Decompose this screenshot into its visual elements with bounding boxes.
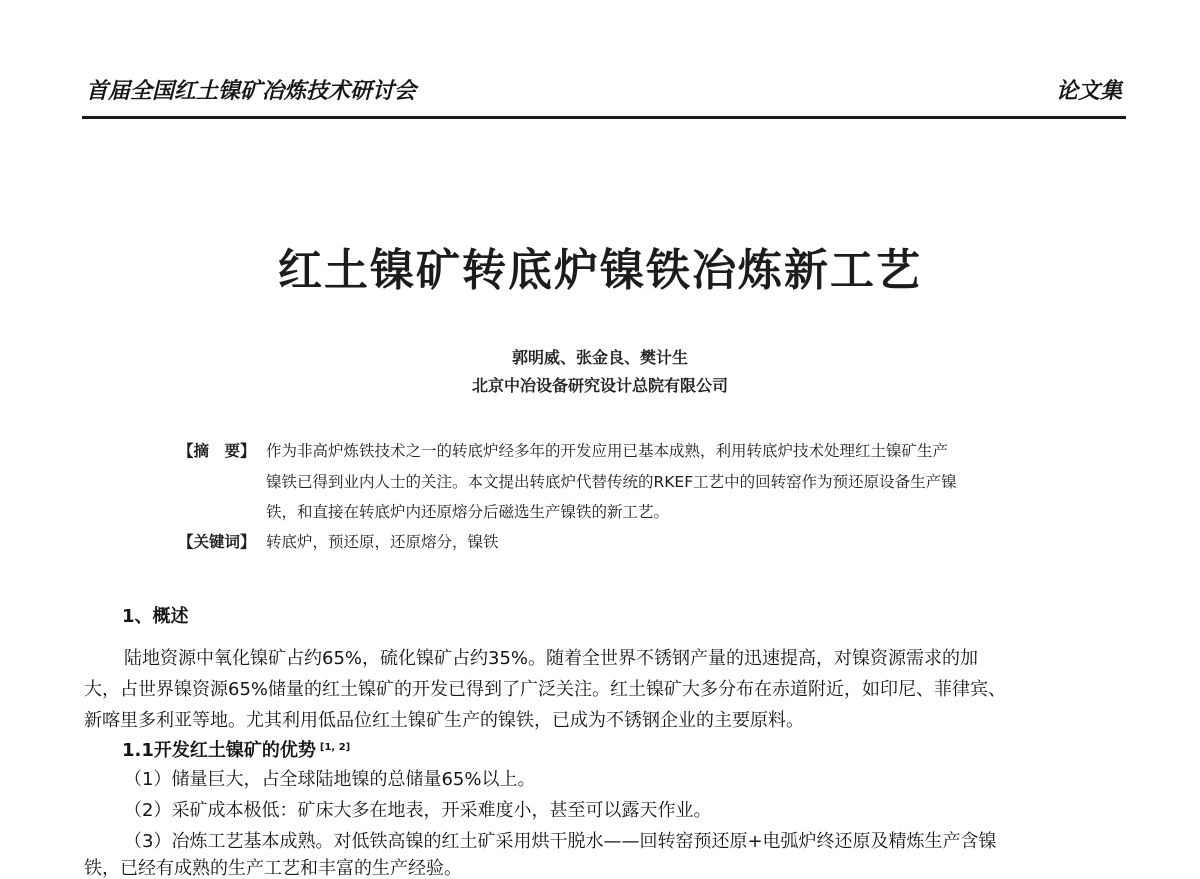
list-item: （2）采矿成本极低：矿床大多在地表，开采难度小，甚至可以露天作业。 xyxy=(124,800,712,821)
authors: 郭明威、张金良、樊计生 xyxy=(511,348,688,367)
running-header-left: 首届全国红土镍矿冶炼技术研讨会 xyxy=(86,79,417,104)
paper-title: 红土镍矿转底炉镍铁冶炼新工艺 xyxy=(278,245,922,296)
abstract-line: 铁，和直接在转底炉内还原熔分后磁选生产镍铁的新工艺。 xyxy=(266,503,670,521)
paragraph-line: 新喀里多利亚等地。尤其利用低品位红土镍矿生产的镍铁，已成为不锈钢企业的主要原料。 xyxy=(84,710,804,731)
affiliation: 北京中冶设备研究设计总院有限公司 xyxy=(471,376,728,395)
list-item: （3）冶炼工艺基本成熟。对低铁高镍的红土矿采用烘干脱水——回转窑预还原+电弧炉终还原及精炼生产含镍 xyxy=(124,831,997,852)
list-item-continuation: 铁，已经有成熟的生产工艺和丰富的生产经验。 xyxy=(84,858,462,879)
abstract-line: 作为非高炉炼铁技术之一的转底炉经多年的开发应用已基本成熟，利用转底炉技术处理红土镍矿生产 xyxy=(266,442,949,460)
paragraph-line: 大，占世界镍资源65%储量的红土镍矿的开发已得到了广泛关注。红土镍矿大多分布在赤道附近，如印尼、菲律宾、 xyxy=(84,679,1007,700)
subsection-heading-text: 1.1开发红土镍矿的优势 xyxy=(122,740,316,761)
list-item: （1）储量巨大，占全球陆地镍的总储量65%以上。 xyxy=(124,769,536,790)
paragraph-line: 陆地资源中氧化镍矿占约65%，硫化镍矿占约35%。随着全世界不锈钢产量的迅速提高，对镍资源需求的加 xyxy=(124,648,979,669)
header-rule xyxy=(82,116,1126,119)
abstract-label: 【摘 要】 xyxy=(178,442,256,460)
keywords-label: 【关键词】 xyxy=(178,533,256,551)
keywords-text: 转底炉，预还原，还原熔分，镍铁 xyxy=(266,533,499,551)
running-header-right: 论文集 xyxy=(1056,79,1123,104)
subsection-heading xyxy=(122,741,350,761)
citation-ref[interactable]: [1, 2] xyxy=(319,742,351,753)
section-heading: 1、概述 xyxy=(122,606,189,627)
abstract-line: 镍铁已得到业内人士的关注。本文提出转底炉代替传统的RKEF工艺中的回转窑作为预还原设备生产镍 xyxy=(266,473,957,491)
